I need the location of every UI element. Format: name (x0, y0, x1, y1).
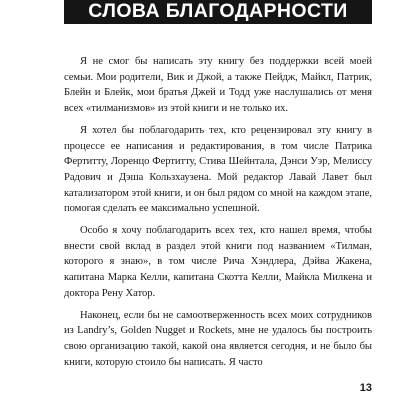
page-title: СЛОВА БЛАГОДАРНОСТИ (88, 0, 348, 23)
paragraph-reviewers: Я хотел бы поблагодарить тех, кто рецензировал эту книгу в процессе ее написания и редактирования, в том числе Патрика Фертитту, Лоренцо Фертитту, Стива Шейнтала, Дэнси Уэр, Мелиссу Радович и Дэша Кользхаузена. Мой редактор Лавай Лавет был катализатором этой книги, и он был рядом со мной на каждом этапе, помогая сделать ее максимально успешной. (64, 124, 372, 215)
page-number: 13 (359, 382, 372, 394)
paragraph-employees: Наконец, если бы не самоотверженность всех моих сотрудников из Landry’s, Golden Nugget и Rockets, мне не удалось бы построить свою организацию такой, какой она является сегодня, и не было бы книги, которую стоило бы написать. Я часто (64, 309, 372, 368)
paragraph-contributors: Особо я хочу поблагодарить всех тех, кто нашел время, чтобы внести свой вклад в раздел этой книги под названием «Тилман, которого я знаю», в том числе Рича Хэндлера, Дэйва Жакена, капитана Марка Келли, капитана Скотта Келли, Майкла Милкена и доктора Рену Хатор. (64, 225, 372, 299)
body-text (64, 54, 372, 376)
paragraph-family: Я не смог бы написать эту книгу без поддержки всей моей семьи. Мои родители, Вик и Джой, а также Пейдж, Майкл, Патрик, Блейн и Блейк, мои братья Джей и Тодд уже наслушались от меня всех «тилманизмов» из этой книги и не только их. (64, 56, 372, 115)
chapter-header (64, 0, 372, 24)
